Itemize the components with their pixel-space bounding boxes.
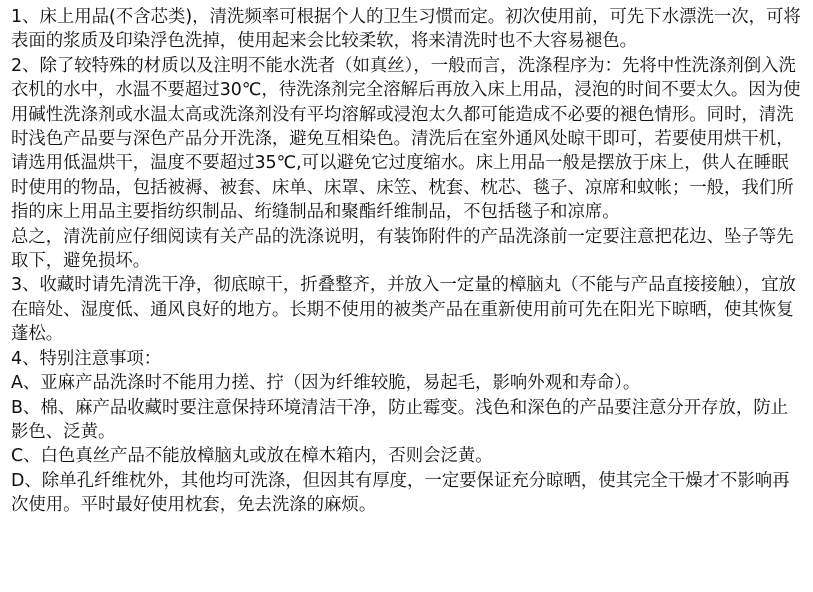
- paragraph-1-bedding-wash-frequency: 1、床上用品(不含芯类)，清洗频率可根据个人的卫生习惯而定。初次使用前，可先下水漂洗一次，可将表面的浆质及印染浮色洗掉，使用起来会比较柔软，将来清洗时也不大容易褪色。: [11, 7, 801, 52]
- paragraph-2-washing-procedure: 2、除了较特殊的材质以及注明不能水洗者（如真丝），一般而言，洗涤程序为：先将中性洗涤剂倒入洗衣机的水中，水温不要超过30℃，待洗涤剂完全溶解后再放入床上用品，浸泡的时间不要太久。因为使用碱性洗涤剂或水温太高或洗涤剂没有平均溶解或浸泡太久都可能造成不必要的褪色情形。同时，清洗时浅色产品要与深色产品分开洗涤，避免互相染色。清洗后在室外通风处晾干即可，若要使用烘干机，请选用低温烘干，温度不要超过35℃,可以避免它过度缩水。床上用品一般是摆放于床上，供人在睡眠时使用的物品，包括被褥、被套、床单、床罩、床笠、枕套、枕芯、毯子、凉席和蚊帐；一般，我们所指的床上用品主要指纺织制品、绗缝制品和聚酯纤维制品，不包括毯子和凉席。: [11, 55, 801, 223]
- note-a-linen: A、亚麻产品洗涤时不能用力搓、拧（因为纤维较脆，易起毛，影响外观和寿命）。: [11, 373, 641, 394]
- paragraph-4-special-notes-heading: 4、特别注意事项：: [11, 348, 162, 369]
- note-c-white-silk: C、白色真丝产品不能放樟脑丸或放在樟木箱内，否则会泛黄。: [11, 446, 493, 467]
- note-b-cotton-linen-storage: B、棉、麻产品收藏时要注意保持环境清洁干净，防止霉变。浅色和深色的产品要注意分开存放，防止影色、泛黄。: [11, 397, 789, 442]
- paragraph-3-storage: 3、收藏时请先清洗干净，彻底晾干，折叠整齐，并放入一定量的樟脑丸（不能与产品直接接触），宜放在暗处、湿度低、通风良好的地方。长期不使用的被类产品在重新使用前可先在阳光下晾晒，使其恢复蓬松。: [11, 275, 796, 345]
- note-d-pillows: D、除单孔纤维枕外，其他均可洗涤，但因其有厚度，一定要保证充分晾晒，使其完全干燥才不影响再次使用。平时最好使用枕套，免去洗涤的麻烦。: [11, 470, 790, 516]
- paragraph-summary: 总之，清洗前应仔细阅读有关产品的洗涤说明，有装饰附件的产品洗涤前一定要注意把花边、坠子等先取下，避免损坏。: [11, 226, 794, 272]
